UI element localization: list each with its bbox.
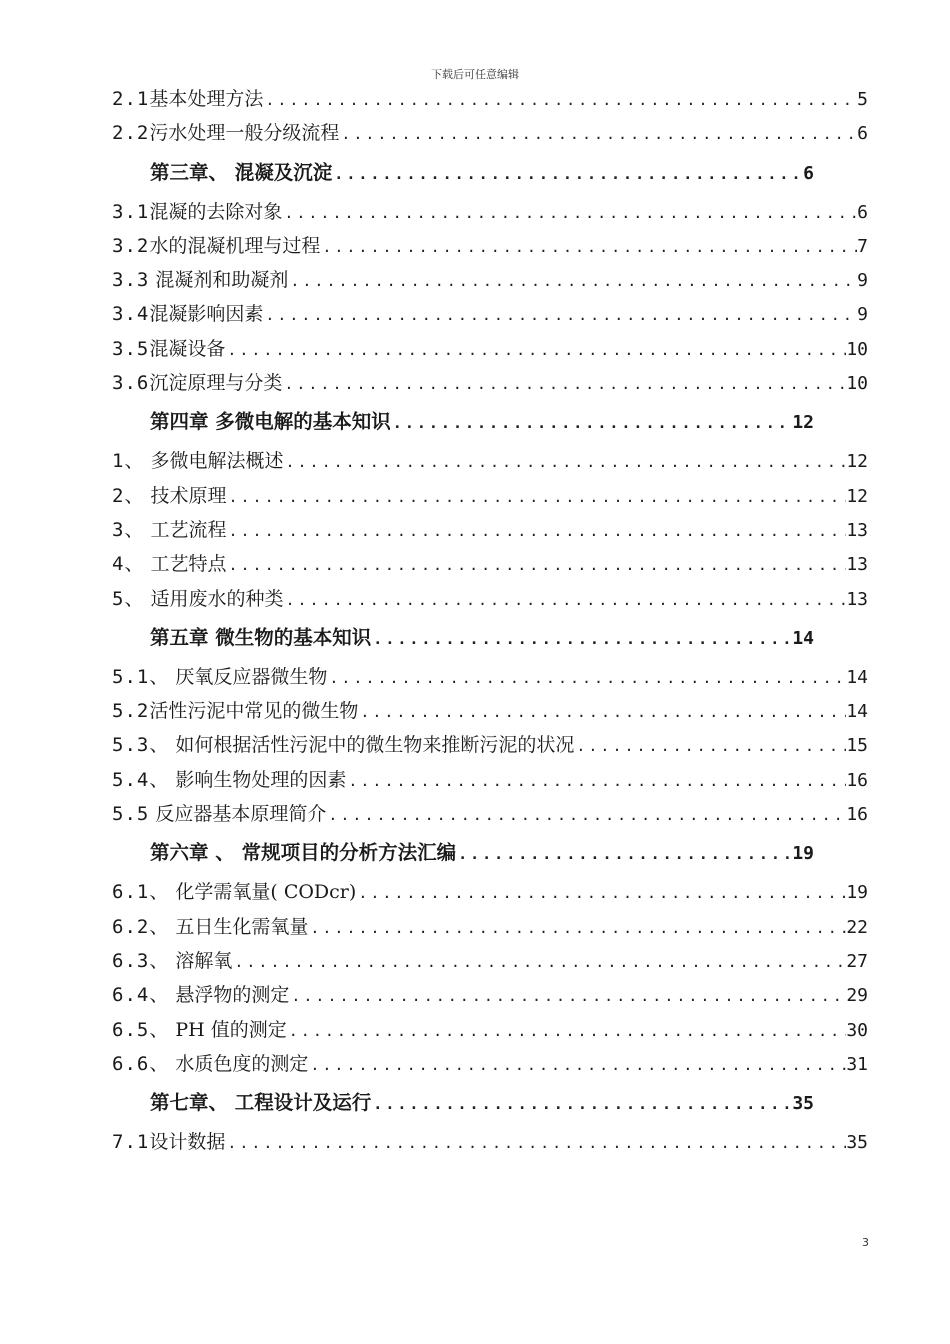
toc-entry-text: 工艺特点 [144, 553, 227, 576]
toc-section-entry[interactable] [112, 444, 868, 478]
toc-entry-title [112, 728, 574, 762]
toc-chapter-entry[interactable] [112, 616, 814, 660]
toc-entry-number: 6.5、 [112, 1018, 170, 1041]
toc-entry-text: 混凝剂和助凝剂 [149, 269, 289, 292]
toc-entry-title [112, 444, 284, 478]
toc-leader-dots [225, 333, 846, 366]
toc-page-number: 6 [857, 201, 868, 223]
toc-section-entry[interactable] [112, 1013, 868, 1047]
toc-leader-dots [287, 1014, 847, 1047]
toc-section-entry[interactable] [112, 660, 868, 694]
toc-entry-title [112, 116, 339, 150]
toc-page-number: 13 [846, 588, 868, 610]
toc-leader-dots [320, 230, 857, 263]
toc-entry-title [112, 660, 327, 694]
toc-section-entry[interactable] [112, 116, 868, 150]
toc-page-number: 7 [857, 235, 868, 257]
toc-page-number: 13 [846, 554, 868, 576]
toc-entry-text: 适用废水的种类 [144, 587, 284, 610]
toc-entry-text: 五日生化需氧量 [169, 915, 309, 938]
toc-entry-text: 技术原理 [144, 484, 227, 507]
toc-entry-number: 2.2 [112, 122, 150, 145]
toc-section-entry[interactable] [112, 875, 868, 909]
toc-entry-title [150, 616, 371, 660]
toc-page-number: 30 [846, 1019, 868, 1041]
toc-leader-dots [284, 583, 847, 616]
toc-entry-number: 3、 [112, 518, 145, 541]
toc-leader-dots [391, 401, 793, 444]
toc-section-entry[interactable] [112, 1125, 868, 1159]
toc-entry-number: 3.4 [112, 303, 150, 326]
toc-chapter-entry[interactable] [112, 1081, 814, 1125]
toc-leader-dots [358, 695, 846, 728]
toc-page-number: 27 [846, 950, 868, 972]
toc-entry-title [112, 366, 282, 400]
toc-section-entry[interactable] [112, 479, 868, 513]
toc-leader-dots [332, 152, 803, 195]
toc-page-number: 15 [846, 735, 868, 757]
table-of-contents [112, 82, 868, 1159]
toc-leader-dots [326, 798, 846, 831]
toc-entry-text: 工艺流程 [144, 518, 227, 541]
toc-page-number: 10 [846, 373, 868, 395]
toc-entry-number: 3.3 [112, 269, 150, 292]
toc-page-number: 9 [857, 304, 868, 326]
toc-entry-number: 6.3、 [112, 949, 170, 972]
toc-leader-dots [227, 514, 847, 547]
toc-entry-text: PH 值的测定 [169, 1018, 287, 1041]
toc-entry-text: 厌氧反应器微生物 [169, 665, 328, 688]
toc-page-number: 14 [846, 666, 868, 688]
toc-entry-text: 混凝的去除对象 [149, 200, 283, 223]
toc-entry-title [112, 944, 232, 978]
toc-entry-title [112, 1013, 287, 1047]
toc-leader-dots [356, 876, 846, 909]
toc-leader-dots [282, 196, 857, 229]
toc-page-number: 14 [792, 627, 814, 649]
toc-page-number: 35 [792, 1093, 814, 1115]
toc-entry-title [112, 1125, 225, 1159]
toc-leader-dots [346, 764, 846, 797]
toc-section-entry[interactable] [112, 763, 868, 797]
toc-leader-dots [263, 298, 857, 331]
toc-entry-number: 1、 [112, 450, 145, 473]
toc-chapter-entry[interactable] [112, 831, 814, 875]
toc-entry-number: 6.2、 [112, 915, 170, 938]
toc-entry-title [112, 82, 263, 116]
toc-section-entry[interactable] [112, 910, 868, 944]
toc-leader-dots [232, 945, 846, 978]
toc-entry-text: 第三章、 混凝及沉淀 [150, 160, 333, 184]
toc-entry-text: 第七章、 工程设计及运行 [150, 1091, 372, 1115]
toc-page-number: 6 [857, 123, 868, 145]
toc-entry-text: 活性污泥中常见的微生物 [149, 700, 359, 723]
toc-entry-title [112, 910, 308, 944]
toc-entry-number: 4、 [112, 553, 145, 576]
toc-entry-text: 第五章 微生物的基本知识 [150, 625, 372, 649]
toc-entry-title [150, 1081, 371, 1125]
toc-leader-dots [227, 548, 847, 581]
toc-page-number: 5 [857, 89, 868, 110]
toc-leader-dots [263, 83, 857, 116]
toc-entry-number: 6.4、 [112, 984, 170, 1007]
toc-entry-text: 多微电解法概述 [144, 450, 284, 473]
toc-section-entry[interactable] [112, 694, 868, 728]
toc-entry-text: 沉淀原理与分类 [149, 372, 283, 395]
toc-entry-number: 5.5 [112, 803, 150, 826]
toc-leader-dots [327, 661, 846, 694]
toc-entry-number: 5.4、 [112, 768, 170, 791]
toc-entry-text: 基本处理方法 [149, 88, 264, 110]
toc-entry-number: 5.1、 [112, 665, 170, 688]
toc-entry-text: 悬浮物的测定 [169, 984, 290, 1007]
toc-section-entry[interactable] [112, 229, 868, 263]
toc-entry-number: 3.1 [112, 200, 150, 223]
toc-section-entry[interactable] [112, 797, 868, 831]
toc-entry-text: 污水处理一般分级流程 [149, 122, 340, 145]
toc-entry-text: 化学需氧量( CODcr) [169, 881, 357, 904]
toc-page-number: 29 [846, 985, 868, 1007]
toc-entry-title [112, 263, 288, 297]
toc-section-entry[interactable] [112, 195, 868, 229]
toc-section-entry[interactable] [112, 728, 868, 762]
toc-section-entry[interactable] [112, 513, 868, 547]
toc-entry-text: 水的混凝机理与过程 [149, 234, 321, 257]
toc-entry-title [150, 400, 391, 444]
toc-leader-dots [456, 832, 792, 875]
toc-entry-text: 如何根据活性污泥中的微生物来推断污泥的状况 [169, 734, 575, 757]
toc-leader-dots [308, 1048, 846, 1081]
toc-leader-dots [339, 117, 857, 150]
toc-page-number: 16 [846, 769, 868, 791]
toc-entry-text: 溶解氧 [169, 949, 233, 972]
toc-leader-dots [227, 480, 847, 513]
toc-section-entry[interactable] [112, 1047, 868, 1081]
toc-entry-number: 6.1、 [112, 881, 170, 904]
toc-entry-title [112, 875, 356, 909]
toc-entry-title [112, 582, 284, 616]
toc-page-number: 31 [846, 1053, 868, 1075]
toc-leader-dots [289, 979, 846, 1012]
toc-entry-text: 反应器基本原理简介 [149, 803, 327, 826]
toc-entry-number: 3.2 [112, 234, 150, 257]
toc-entry-text: 第四章 多微电解的基本知识 [150, 410, 391, 434]
toc-section-entry[interactable] [112, 978, 868, 1012]
toc-entry-text: 设计数据 [149, 1131, 226, 1154]
toc-section-entry[interactable] [112, 582, 868, 616]
toc-page-number: 19 [792, 843, 814, 865]
toc-entry-text: 影响生物处理的因素 [169, 768, 347, 791]
toc-entry-text: 第六章 、 常规项目的分析方法汇编 [150, 841, 457, 865]
toc-entry-title [112, 229, 320, 263]
toc-entry-title [112, 513, 227, 547]
toc-entry-text: 混凝设备 [149, 337, 226, 360]
toc-leader-dots [284, 445, 847, 478]
toc-entry-title [112, 694, 358, 728]
toc-page-number: 12 [792, 412, 814, 434]
toc-entry-title [150, 831, 456, 875]
toc-page-number: 9 [857, 270, 868, 292]
toc-section-entry[interactable] [112, 82, 868, 116]
toc-entry-number: 3.5 [112, 337, 150, 360]
toc-entry-title [112, 978, 289, 1012]
toc-entry-title [112, 332, 225, 366]
toc-entry-title [112, 297, 263, 331]
toc-section-entry[interactable] [112, 547, 868, 581]
toc-page-number: 14 [846, 701, 868, 723]
toc-chapter-entry[interactable] [112, 151, 814, 195]
toc-section-entry[interactable] [112, 297, 868, 331]
toc-leader-dots [288, 264, 857, 297]
toc-leader-dots [371, 1082, 792, 1125]
toc-entry-number: 5、 [112, 587, 145, 610]
toc-page-number: 22 [846, 916, 868, 938]
page-number: 3 [862, 1236, 869, 1249]
toc-page-number: 35 [846, 1132, 868, 1154]
toc-page-number: 6 [803, 162, 814, 184]
toc-page-number: 16 [846, 804, 868, 826]
toc-entry-title [112, 195, 282, 229]
toc-leader-dots [308, 911, 846, 944]
toc-page-number: 10 [846, 338, 868, 360]
toc-leader-dots [574, 729, 846, 762]
toc-leader-dots [282, 367, 846, 400]
toc-entry-title [112, 547, 227, 581]
toc-page-number: 13 [846, 519, 868, 541]
page-header: 下载后可任意编辑 [431, 68, 519, 81]
toc-entry-number: 5.2 [112, 700, 150, 723]
toc-entry-title [112, 763, 346, 797]
toc-entry-number: 5.3、 [112, 734, 170, 757]
toc-entry-title [112, 797, 326, 831]
toc-entry-number: 3.6 [112, 372, 150, 395]
toc-page-number: 12 [846, 485, 868, 507]
toc-section-entry[interactable] [112, 366, 868, 400]
toc-entry-title [112, 1047, 308, 1081]
toc-chapter-entry[interactable] [112, 400, 814, 444]
toc-section-entry[interactable] [112, 263, 868, 297]
toc-entry-number: 2.1 [112, 88, 150, 110]
toc-entry-title [112, 479, 227, 513]
toc-entry-text: 水质色度的测定 [169, 1052, 309, 1075]
toc-page-number: 12 [846, 451, 868, 473]
toc-entry-number: 7.1 [112, 1131, 150, 1154]
toc-entry-number: 6.6、 [112, 1052, 170, 1075]
toc-section-entry[interactable] [112, 944, 868, 978]
toc-section-entry[interactable] [112, 332, 868, 366]
toc-page-number: 19 [846, 882, 868, 904]
toc-entry-text: 混凝影响因素 [149, 303, 264, 326]
toc-entry-title [150, 151, 332, 195]
toc-leader-dots [225, 1126, 846, 1159]
toc-entry-number: 2、 [112, 484, 145, 507]
toc-leader-dots [371, 617, 792, 660]
